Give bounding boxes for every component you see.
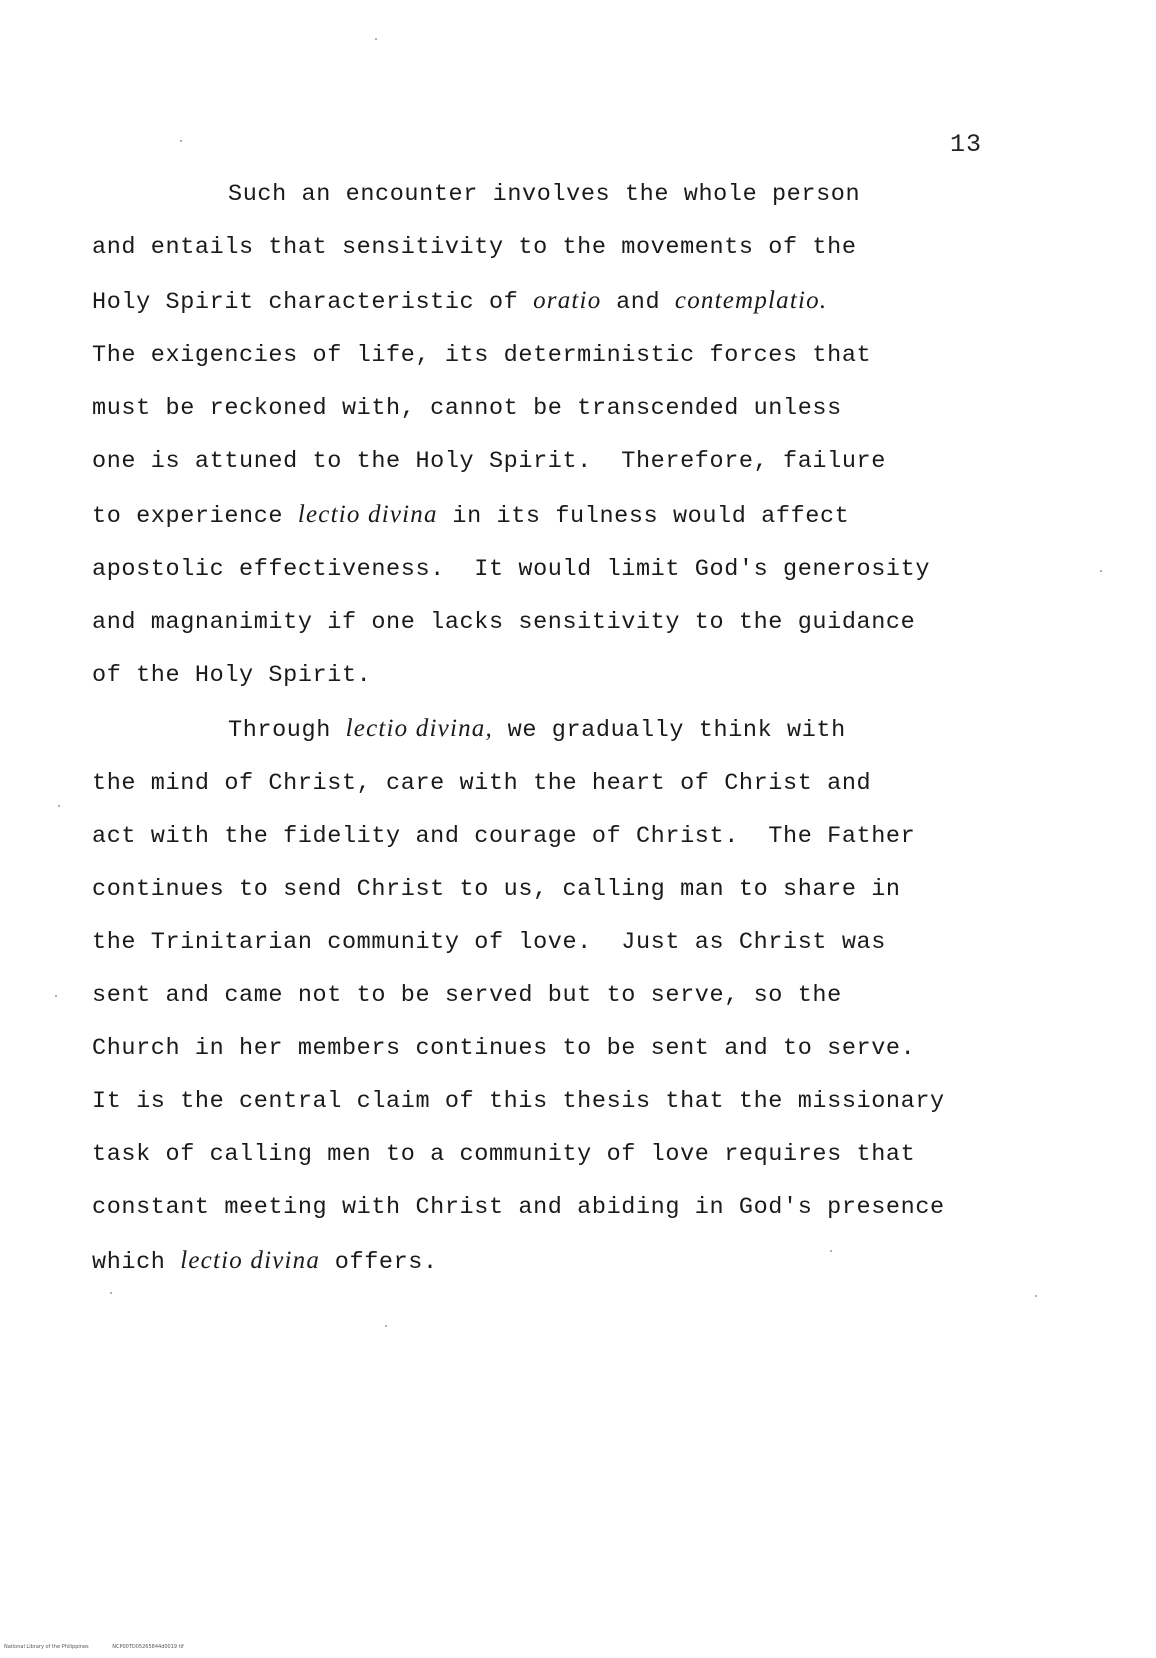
text-run: and entails that sensitivity to the movements of the <box>92 234 857 261</box>
text-run: It is the central claim of this thesis that the missionary <box>92 1088 945 1115</box>
paragraph <box>92 702 1032 1289</box>
text-line <box>92 1181 1032 1234</box>
text-line <box>92 916 1032 969</box>
text-line <box>92 702 1032 757</box>
scan-speck <box>1035 1295 1037 1297</box>
paragraph <box>92 168 1032 702</box>
text-run: The exigencies of life, its deterministic forces that <box>92 342 872 369</box>
text-run: must be reckoned with, cannot be transcended unless <box>92 395 842 422</box>
scan-footer <box>4 1644 206 1650</box>
text-line <box>92 810 1032 863</box>
text-run: and <box>601 289 675 316</box>
text-run: one is attuned to the Holy Spirit. Therefore, failure <box>92 448 886 475</box>
text-line <box>92 1234 1032 1289</box>
text-run: offers. <box>320 1249 438 1276</box>
italic-phrase: contemplatio. <box>674 287 828 314</box>
body-text <box>92 168 1032 1289</box>
text-line <box>92 969 1032 1022</box>
text-line <box>92 649 1032 702</box>
scan-speck <box>58 805 60 807</box>
text-run: apostolic effectiveness. It would limit God's generosity <box>92 556 931 583</box>
text-line <box>92 488 1032 543</box>
text-run: to experience <box>92 503 298 530</box>
scan-speck <box>830 1250 832 1252</box>
scan-speck <box>375 38 377 40</box>
italic-phrase: lectio divina <box>180 1247 321 1274</box>
footer-file-id: NCP00TD05265844d0019 tif <box>112 1644 184 1650</box>
text-run: Through <box>228 717 346 744</box>
italic-phrase: lectio divina, <box>345 715 493 742</box>
page-number: 13 <box>950 130 983 159</box>
text-line <box>92 435 1032 488</box>
text-line <box>92 757 1032 810</box>
text-line <box>92 382 1032 435</box>
italic-phrase: lectio divina <box>297 501 438 528</box>
scan-speck <box>385 1325 387 1327</box>
text-run: Holy Spirit characteristic of <box>92 289 534 316</box>
text-run: in its fulness would affect <box>437 503 850 530</box>
text-run: and magnanimity if one lacks sensitivity to the guidance <box>92 609 916 636</box>
scan-speck <box>1100 570 1102 572</box>
scan-speck <box>180 140 182 142</box>
text-line <box>92 221 1032 274</box>
text-run: we gradually think with <box>492 717 846 744</box>
text-run: act with the fidelity and courage of Christ. The Father <box>92 823 916 850</box>
text-line <box>92 1128 1032 1181</box>
text-run: Such an encounter involves the whole person <box>228 181 861 208</box>
footer-library: National Library of the Philippines <box>4 1644 89 1650</box>
text-run: sent and came not to be served but to serve, so the <box>92 982 842 1009</box>
text-run: task of calling men to a community of love requires that <box>92 1141 916 1168</box>
text-line <box>92 1022 1032 1075</box>
text-line <box>92 329 1032 382</box>
text-line <box>92 274 1032 329</box>
scan-speck <box>110 1292 112 1294</box>
scan-speck <box>55 995 57 997</box>
text-line <box>92 596 1032 649</box>
text-line <box>92 1075 1032 1128</box>
text-line <box>92 863 1032 916</box>
italic-phrase: oratio <box>533 287 602 314</box>
text-run: the Trinitarian community of love. Just as Christ was <box>92 929 886 956</box>
text-run: which <box>92 1249 181 1276</box>
text-run: the mind of Christ, care with the heart of Christ and <box>92 770 872 797</box>
text-run: continues to send Christ to us, calling man to share in <box>92 876 901 903</box>
text-line <box>92 168 1032 221</box>
text-line <box>92 543 1032 596</box>
text-run: constant meeting with Christ and abiding in God's presence <box>92 1194 945 1221</box>
text-run: of the Holy Spirit. <box>92 662 372 689</box>
text-run: Church in her members continues to be sent and to serve. <box>92 1035 916 1062</box>
